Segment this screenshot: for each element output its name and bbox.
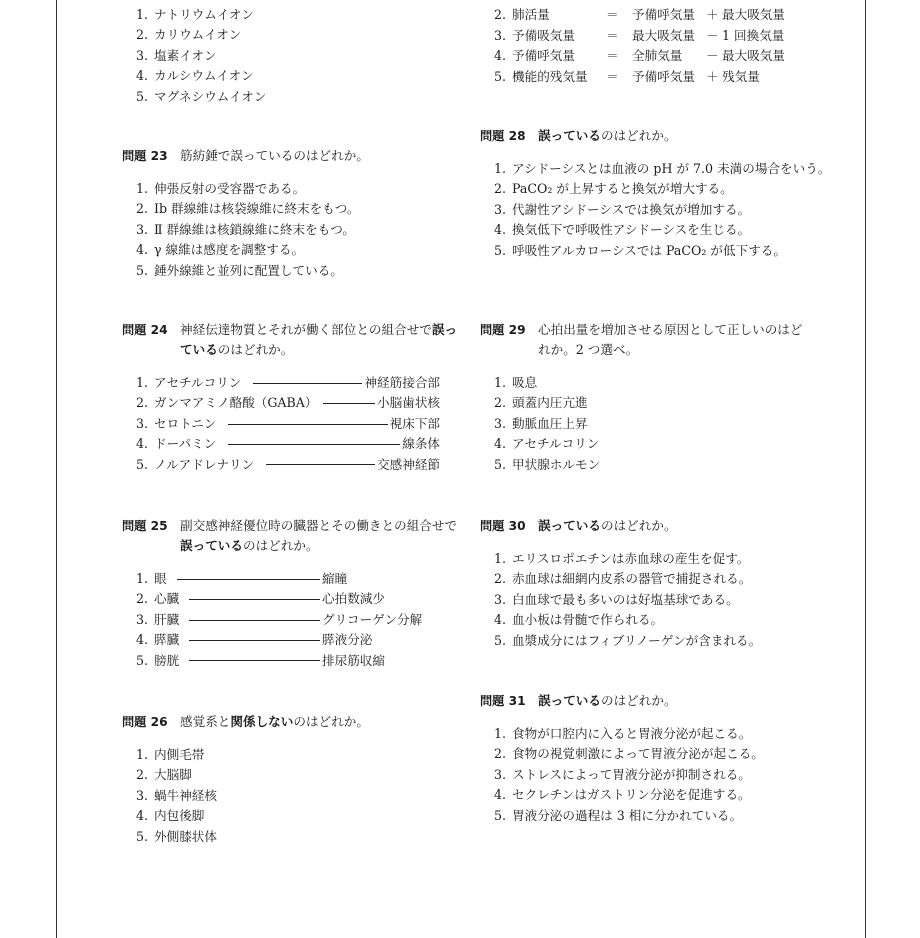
option: 2. 赤血球は細網内皮系の器管で捕捉される。 [494, 571, 752, 587]
option: 4. γ 線維は感度を調整する。 [136, 242, 305, 258]
option: 3. ストレスによって胃液分泌が抑制される。 [494, 766, 751, 782]
pair-option: 4. ドーパミン 線条体 [136, 436, 440, 452]
question-number: 問題 28 [480, 129, 526, 143]
option: 3. 代謝性アシドーシスでは換気が増加する。 [494, 201, 751, 217]
question-number: 問題 25 [122, 519, 168, 533]
option: 5. マグネシウムイオン [136, 88, 267, 104]
question-title [122, 712, 462, 732]
option: 2. カリウムイオン [136, 27, 242, 43]
option: 1. 内側毛帯 [136, 747, 205, 762]
option: 4. アセチルコリン [494, 436, 600, 452]
pair-option: 1. アセチルコリン 神経筋接合部 [136, 375, 440, 390]
question-text: 副交感神経優位時の臓器とその働きとの組合せで誤っているのはどれか。 [180, 518, 458, 553]
question-number: 問題 26 [122, 715, 168, 729]
question-title [480, 320, 810, 360]
question-27-options [480, 0, 840, 87]
option: 3. 白血球で最も多いのは好塩基球である。 [494, 591, 739, 607]
question-title [480, 516, 840, 536]
pair-option: 5. ノルアドレナリン 交感神経節 [136, 456, 440, 472]
option: 4. 換気低下で呼吸性アシドーシスを生じる。 [494, 222, 751, 238]
question-text: 誤っているのはどれか。 [538, 128, 677, 143]
option: 5. 胃液分泌の過程は 3 相に分かれている。 [494, 807, 743, 823]
pair-option: 3. 肝臓 グリコーゲン分解 [136, 611, 423, 627]
option: 1. 吸息 [494, 375, 538, 390]
pair-option: 5. 膀胱 排尿筋収縮 [136, 652, 385, 668]
question-22-options [122, 5, 462, 107]
option: 2. Ⅰb 群線維は核袋線維に終末をもつ。 [136, 201, 360, 217]
option: 4. カルシウムイオン [136, 68, 254, 84]
question-title [480, 126, 840, 146]
option: 1. ナトリウムイオン [136, 7, 254, 22]
question-25 [122, 516, 462, 671]
pair-option: 4. 膵臓 膵液分泌 [136, 632, 373, 648]
pair-option: 2. ガンマアミノ酪酸（GABA） 小脳歯状核 [136, 395, 440, 411]
option: 2. 頭蓋内圧亢進 [494, 395, 588, 411]
question-text: 筋紡錘で誤っているのはどれか。 [180, 148, 369, 163]
pair-option: 3. セロトニン 視床下部 [136, 415, 440, 431]
option: 5. 血漿成分にはフィブリノーゲンが含まれる。 [494, 632, 762, 648]
question-number: 問題 29 [480, 323, 526, 337]
question-title [122, 146, 462, 166]
question-number: 問題 24 [122, 323, 168, 337]
question-text: 神経伝達物質とそれが働く部位との組合せで誤っているのはどれか。 [180, 322, 458, 357]
question-29 [480, 320, 810, 475]
question-26 [122, 712, 462, 847]
question-text: 心拍出量を増加させる原因として正しいのはどれか。2 つ選べ。 [538, 322, 803, 357]
question-23 [122, 146, 462, 281]
question-30 [480, 516, 840, 651]
question-text: 感覚系と関係しないのはどれか。 [180, 714, 369, 729]
question-title [122, 320, 462, 360]
question-text: 誤っているのはどれか。 [538, 693, 677, 708]
question-number: 問題 31 [480, 694, 526, 708]
option: 1. アシドーシスとは血液の pH が 7.0 未満の場合をいう。 [494, 161, 831, 176]
question-number: 問題 30 [480, 519, 526, 533]
option: 1. エリスロポエチンは赤血球の産生を促す。 [494, 551, 750, 566]
option: 2. 大脳脚 [136, 767, 192, 783]
option: 2. 食物の視覚刺激によって胃液分泌が起こる。 [494, 746, 764, 762]
pair-option: 2. 心臓 心拍数減少 [136, 591, 385, 607]
equation-option: 3. 予備吸気量 ＝ 最大吸気量 － 1 回換気量 [494, 27, 785, 43]
option: 2. PaCO₂ が上昇すると換気が増大する。 [494, 181, 733, 197]
pair-option: 1. 眼 縮瞳 [136, 571, 348, 586]
option: 5. 呼吸性アルカローシスでは PaCO₂ が低下する。 [494, 242, 786, 258]
equation-option: 2. 肺活量 ＝ 予備呼気量 ＋ 最大吸気量 [494, 7, 785, 23]
option: 4. 血小板は骨髄で作られる。 [494, 612, 664, 628]
question-31 [480, 691, 840, 826]
option: 5. 錘外線維と並列に配置している。 [136, 262, 343, 278]
option: 5. 外側膝状体 [136, 828, 217, 844]
option: 3. 蝸牛神経核 [136, 787, 217, 803]
question-number: 問題 23 [122, 149, 168, 163]
option: 3. 動脈血圧上昇 [494, 415, 588, 431]
option: 3. Ⅱ 群線維は核鎖線維に終末をもつ。 [136, 221, 355, 237]
option: 4. 内包後脚 [136, 808, 205, 824]
question-title [480, 691, 840, 711]
question-text: 誤っているのはどれか。 [538, 518, 677, 533]
option: 5. 甲状腺ホルモン [494, 456, 601, 472]
option: 3. 塩素イオン [136, 47, 217, 63]
equation-option: 4. 予備呼気量 ＝ 全肺気量 － 最大吸気量 [494, 48, 785, 64]
question-24 [122, 320, 462, 475]
equation-option: 5. 機能的残気量 ＝ 予備呼気量 ＋ 残気量 [494, 68, 760, 84]
option: 1. 食物が口腔内に入ると胃液分泌が起こる。 [494, 726, 752, 741]
question-title [122, 516, 462, 556]
question-28 [480, 126, 840, 261]
option: 4. セクレチンはガストリン分泌を促進する。 [494, 787, 751, 803]
option: 1. 伸張反射の受容器である。 [136, 181, 306, 196]
